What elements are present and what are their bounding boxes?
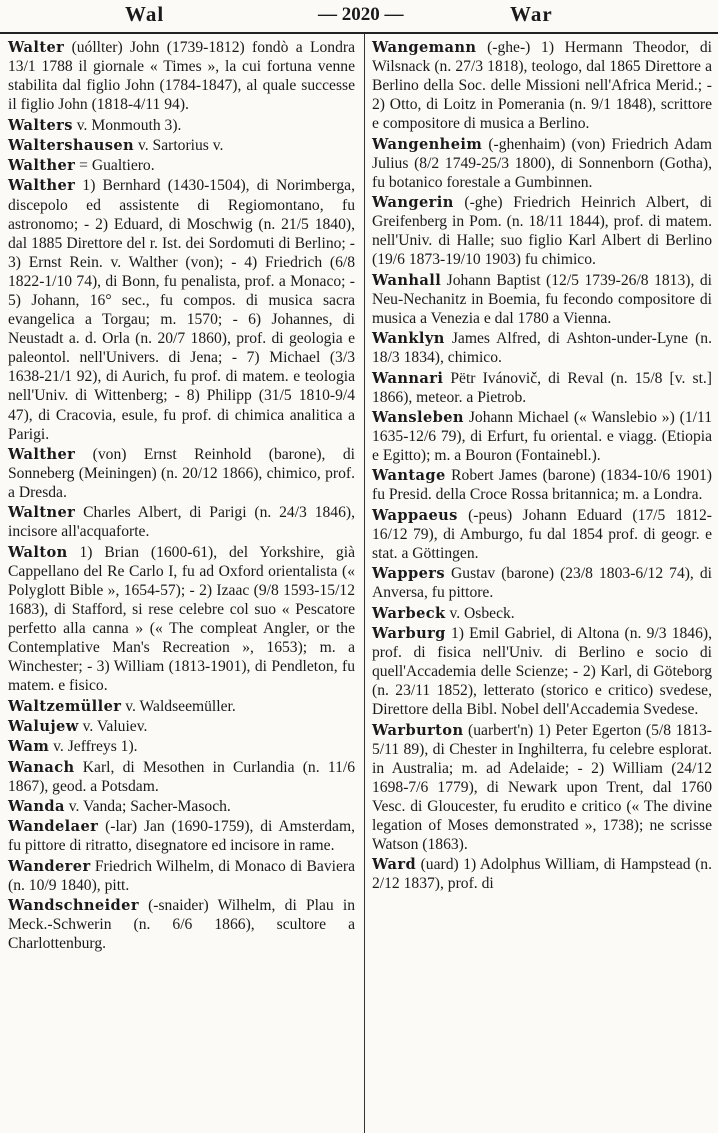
entry-headword: Wantage — [372, 467, 446, 485]
dictionary-entry — [8, 445, 355, 502]
entry-text: = Gualtiero. — [75, 157, 155, 175]
dictionary-entry — [8, 697, 355, 716]
entry-headword: Walton — [8, 543, 68, 561]
entry-headword: Wandelaer — [8, 818, 99, 836]
header-rule — [0, 32, 718, 34]
dictionary-entry — [8, 758, 355, 796]
entry-text: 1) Brian (1600-61), del Yorkshire, già Cappellano del Re Carlo I, fu ad Oxford orientalista (« Polyglott Bible », 1654-57); - 2) Izaac (9/8 1593-15/12 1683), di Stafford, si rese celebre col suo « Pescatore perfetto alla canna » (« The compleat Angler, or the Contemplative Man's Recreation », 1653); m. a Winchester; - 3) William (1813-1901), di Pendleton, fu matem. e fisico. — [8, 543, 355, 695]
dictionary-entry — [8, 857, 355, 895]
dictionary-entry — [8, 797, 355, 816]
entry-headword: Wannari — [372, 369, 444, 387]
entry-headword: Wappaeus — [372, 506, 458, 524]
entry-text: v. Valuiev. — [78, 717, 148, 735]
entry-text: Charles Albert, di Parigi (n. 24/3 1846), incisore all'acquaforte. — [8, 504, 355, 541]
entry-headword: Wandschneider — [8, 896, 139, 914]
entry-headword: Walter — [8, 39, 65, 56]
entry-text: Friedrich Wilhelm, di Monaco di Baviera (n. 10/9 1840), pitt. — [8, 857, 355, 894]
entry-headword: Warbeck — [372, 604, 446, 622]
page-number: — 2020 — — [318, 4, 404, 25]
dictionary-entry — [372, 271, 712, 328]
entry-text: (-ghe-) 1) Hermann Theodor, di Wilsnack (n. 27/3 1818), teologo, dal 1865 Direttore a Berlino della Soc. delle Missioni nell'Africa Merid.; - 2) Otto, di Loitz in Pomerania (n. 9/1 1848), scrittore e compositore di musica a Berlino. — [372, 39, 712, 133]
entry-text: (-peus) Johann Eduard (17/5 1812-16/12 79), di Amburgo, fu dal 1854 prof. di geogr. e stat. a Göttingen. — [372, 506, 712, 562]
entry-text: Karl, di Mesothen in Curlandia (n. 11/6 1867), geod. a Potsdam. — [8, 758, 355, 795]
entry-text: (-ghenhaim) (von) Friedrich Adam Julius (8/2 1749-25/3 1800), di Sonnenborn (Gotha), fu botanico forestale a Gumbinnen. — [372, 135, 712, 191]
entry-text: v. Waldseemüller. — [121, 697, 236, 715]
entry-text: (-snaider) Wilhelm, di Plau in Meck.-Schwerin (n. 6/6 1866), scultore a Charlottenburg. — [8, 896, 355, 953]
dictionary-entry — [8, 817, 355, 855]
entry-text: (uard) 1) Adolphus William, di Hampstead (n. 2/12 1837), prof. di — [372, 856, 712, 893]
entry-headword: Wanklyn — [372, 330, 445, 348]
entry-headword: Wangenheim — [372, 135, 483, 153]
entry-headword: Wam — [8, 738, 50, 756]
dictionary-entry — [8, 156, 355, 175]
dictionary-entry — [8, 38, 355, 114]
entry-headword: Wanderer — [8, 857, 91, 875]
entry-text: Robert James (barone) (1834-10/6 1901) fu Presid. della Croce Rossa britannica; m. a Londra. — [372, 467, 712, 504]
entry-text: (-lar) Jan (1690-1759), di Amsterdam, fu pittore di ritratto, disegnatore ed incisore in rame. — [8, 818, 355, 855]
dictionary-entry — [8, 503, 355, 541]
entry-headword: Ward — [372, 856, 417, 874]
entry-headword: Walther — [8, 157, 76, 175]
dictionary-entry — [372, 855, 712, 893]
entry-text: v. Vanda; Sacher-Masoch. — [64, 797, 231, 815]
dictionary-entry — [8, 116, 355, 135]
entry-text: 1) Bernhard (1430-1504), di Norimberga, discepolo ed assistente di Regiomontano, fu astronomo; - 2) Eduard, di Moschwig (n. 21/5 1840), dal 1885 Direttore del r. Ist. dei Sordomuti di Berlino; - 3) Ernst Rein. v. Walther (von); - 4) Friedrich (6/8 1822-1/10 74), di Bonn, fu penalista, prof. a Monaco; - 5) Johann, 16° sec., fu compos. di musica sacra evangelica a Torgau; m. 1570; - 6) Johannes, di Neustadt a. d. Orla (n. 20/7 1860), prof. di geologia e paleontol. nell'Univers. di Jena; - 7) Michael (3/3 1638-21/1 92), di Aurich, fu prof. di matem. e teologia nell'Univ. di Wittenberg; - 8) Philipp (31/5 1810-9/4 47), di Cracovia, esule, fu prof. di chimica analitica a Parigi. — [8, 177, 355, 443]
entry-headword: Wangemann — [372, 39, 477, 56]
dictionary-entry — [372, 564, 712, 602]
entry-text: (-ghe) Friedrich Heinrich Albert, di Greifenberg in Pom. (n. 18/11 1844), prof. di matem. nell'Univ. di Halle; suo figlio Karl Albert di Berlino (19/6 1873-19/10 1903) fu chimico. — [372, 194, 712, 269]
entry-text: James Alfred, di Ashton-under-Lyne (n. 18/3 1834), chimico. — [372, 330, 712, 367]
dictionary-entry — [372, 408, 712, 465]
header-last-word: War — [510, 2, 553, 26]
entry-headword: Warburg — [372, 624, 446, 642]
dictionary-entry — [372, 466, 712, 504]
entry-text: 1) Emil Gabriel, di Altona (n. 9/3 1846), prof. di fisica nell'Univ. di Berlino e socio di quell'Accademia delle Scienze; - 2) Karl, di Göteborg (n. 23/11 1852), letterato (storico e critico) svedese, Direttore della Bibl. Nobel dell'Accademia Svedese. — [372, 624, 712, 719]
dictionary-entry — [372, 369, 712, 407]
left-column — [8, 38, 355, 954]
entry-text: Johann Michael (« Wanslebio ») (1/11 1635-12/6 79), di Erfurt, fu oriental. e viagg. (Etiopia e Egitto); m. a Bouron (Fontainebl.). — [372, 408, 712, 465]
dictionary-entry — [372, 506, 712, 563]
dictionary-entry — [8, 717, 355, 736]
entry-text: v. Osbeck. — [445, 604, 515, 622]
dictionary-entry — [372, 38, 712, 133]
entry-headword: Walther — [8, 445, 76, 463]
right-column — [372, 38, 712, 895]
entry-headword: Walther — [8, 177, 76, 195]
dictionary-entry — [8, 737, 355, 756]
header-first-word: Wal — [125, 2, 165, 26]
entry-headword: Warburton — [372, 721, 464, 739]
entry-headword: Waltner — [8, 504, 76, 522]
dictionary-entry — [372, 193, 712, 269]
dictionary-entry — [372, 329, 712, 367]
entry-headword: Wappers — [372, 565, 445, 583]
column-divider — [364, 34, 365, 1133]
entry-headword: Walujew — [8, 717, 79, 735]
entry-headword: Wanda — [8, 797, 65, 815]
entry-headword: Wanhall — [372, 271, 442, 289]
entry-text: v. Sartorius v. — [134, 136, 224, 154]
dictionary-entry — [372, 135, 712, 192]
entry-text: v. Jeffreys 1). — [49, 738, 138, 756]
dictionary-entry — [372, 604, 712, 623]
entry-text: (uóllter) John (1739-1812) fondò a Londra 13/1 1788 il giornale « Times », la cui fortuna venne stabilita dal figlio John (1784-1847), al quale successe il figlio John (1818-4/11 94). — [8, 39, 355, 114]
entry-headword: Wangerin — [372, 194, 454, 212]
entry-text: Johann Baptist (12/5 1739-26/8 1813), di Neu-Nechanitz in Boemia, fu fecondo compositore di musica a Venezia e dal 1780 a Vienna. — [372, 271, 712, 327]
entry-text: Gustav (barone) (23/8 1803-6/12 74), di Anversa, fu pittore. — [372, 565, 712, 602]
dictionary-entry — [8, 896, 355, 953]
dictionary-entry — [8, 176, 355, 443]
page-header — [0, 0, 718, 34]
entry-text: v. Monmouth 3). — [72, 116, 182, 134]
entry-text: Pëtr Ivánovič, di Reval (n. 15/8 [v. st.] 1866), meteor. a Pietrob. — [372, 369, 712, 406]
entry-headword: Wansleben — [372, 408, 464, 426]
entry-text: (von) Ernst Reinhold (barone), di Sonneberg (Meiningen) (n. 20/12 1866), chimico, prof. a Dresda. — [8, 445, 355, 502]
dictionary-entry — [372, 624, 712, 719]
dictionary-entry — [8, 543, 355, 696]
entry-text: (uarbert'n) 1) Peter Egerton (5/8 1813-5/11 89), di Chester in Inghilterra, fu celebre esplorat. in Australia; m. ad Adelaide; - 2) William (24/12 1698-7/6 1779), di Newark upon Trent, dal 1760 Vesc. di Gloucester, fu erudito e critico (« The divine legation of Moses demonstrated », 1738); ne scrisse Watson (1863). — [372, 721, 712, 854]
dictionary-entry — [372, 721, 712, 855]
dictionary-entry — [8, 136, 355, 155]
entry-headword: Waltershausen — [8, 136, 135, 154]
entry-headword: Walters — [8, 116, 73, 134]
entry-headword: Wanach — [8, 758, 75, 776]
entry-headword: Waltzemüller — [8, 697, 122, 715]
